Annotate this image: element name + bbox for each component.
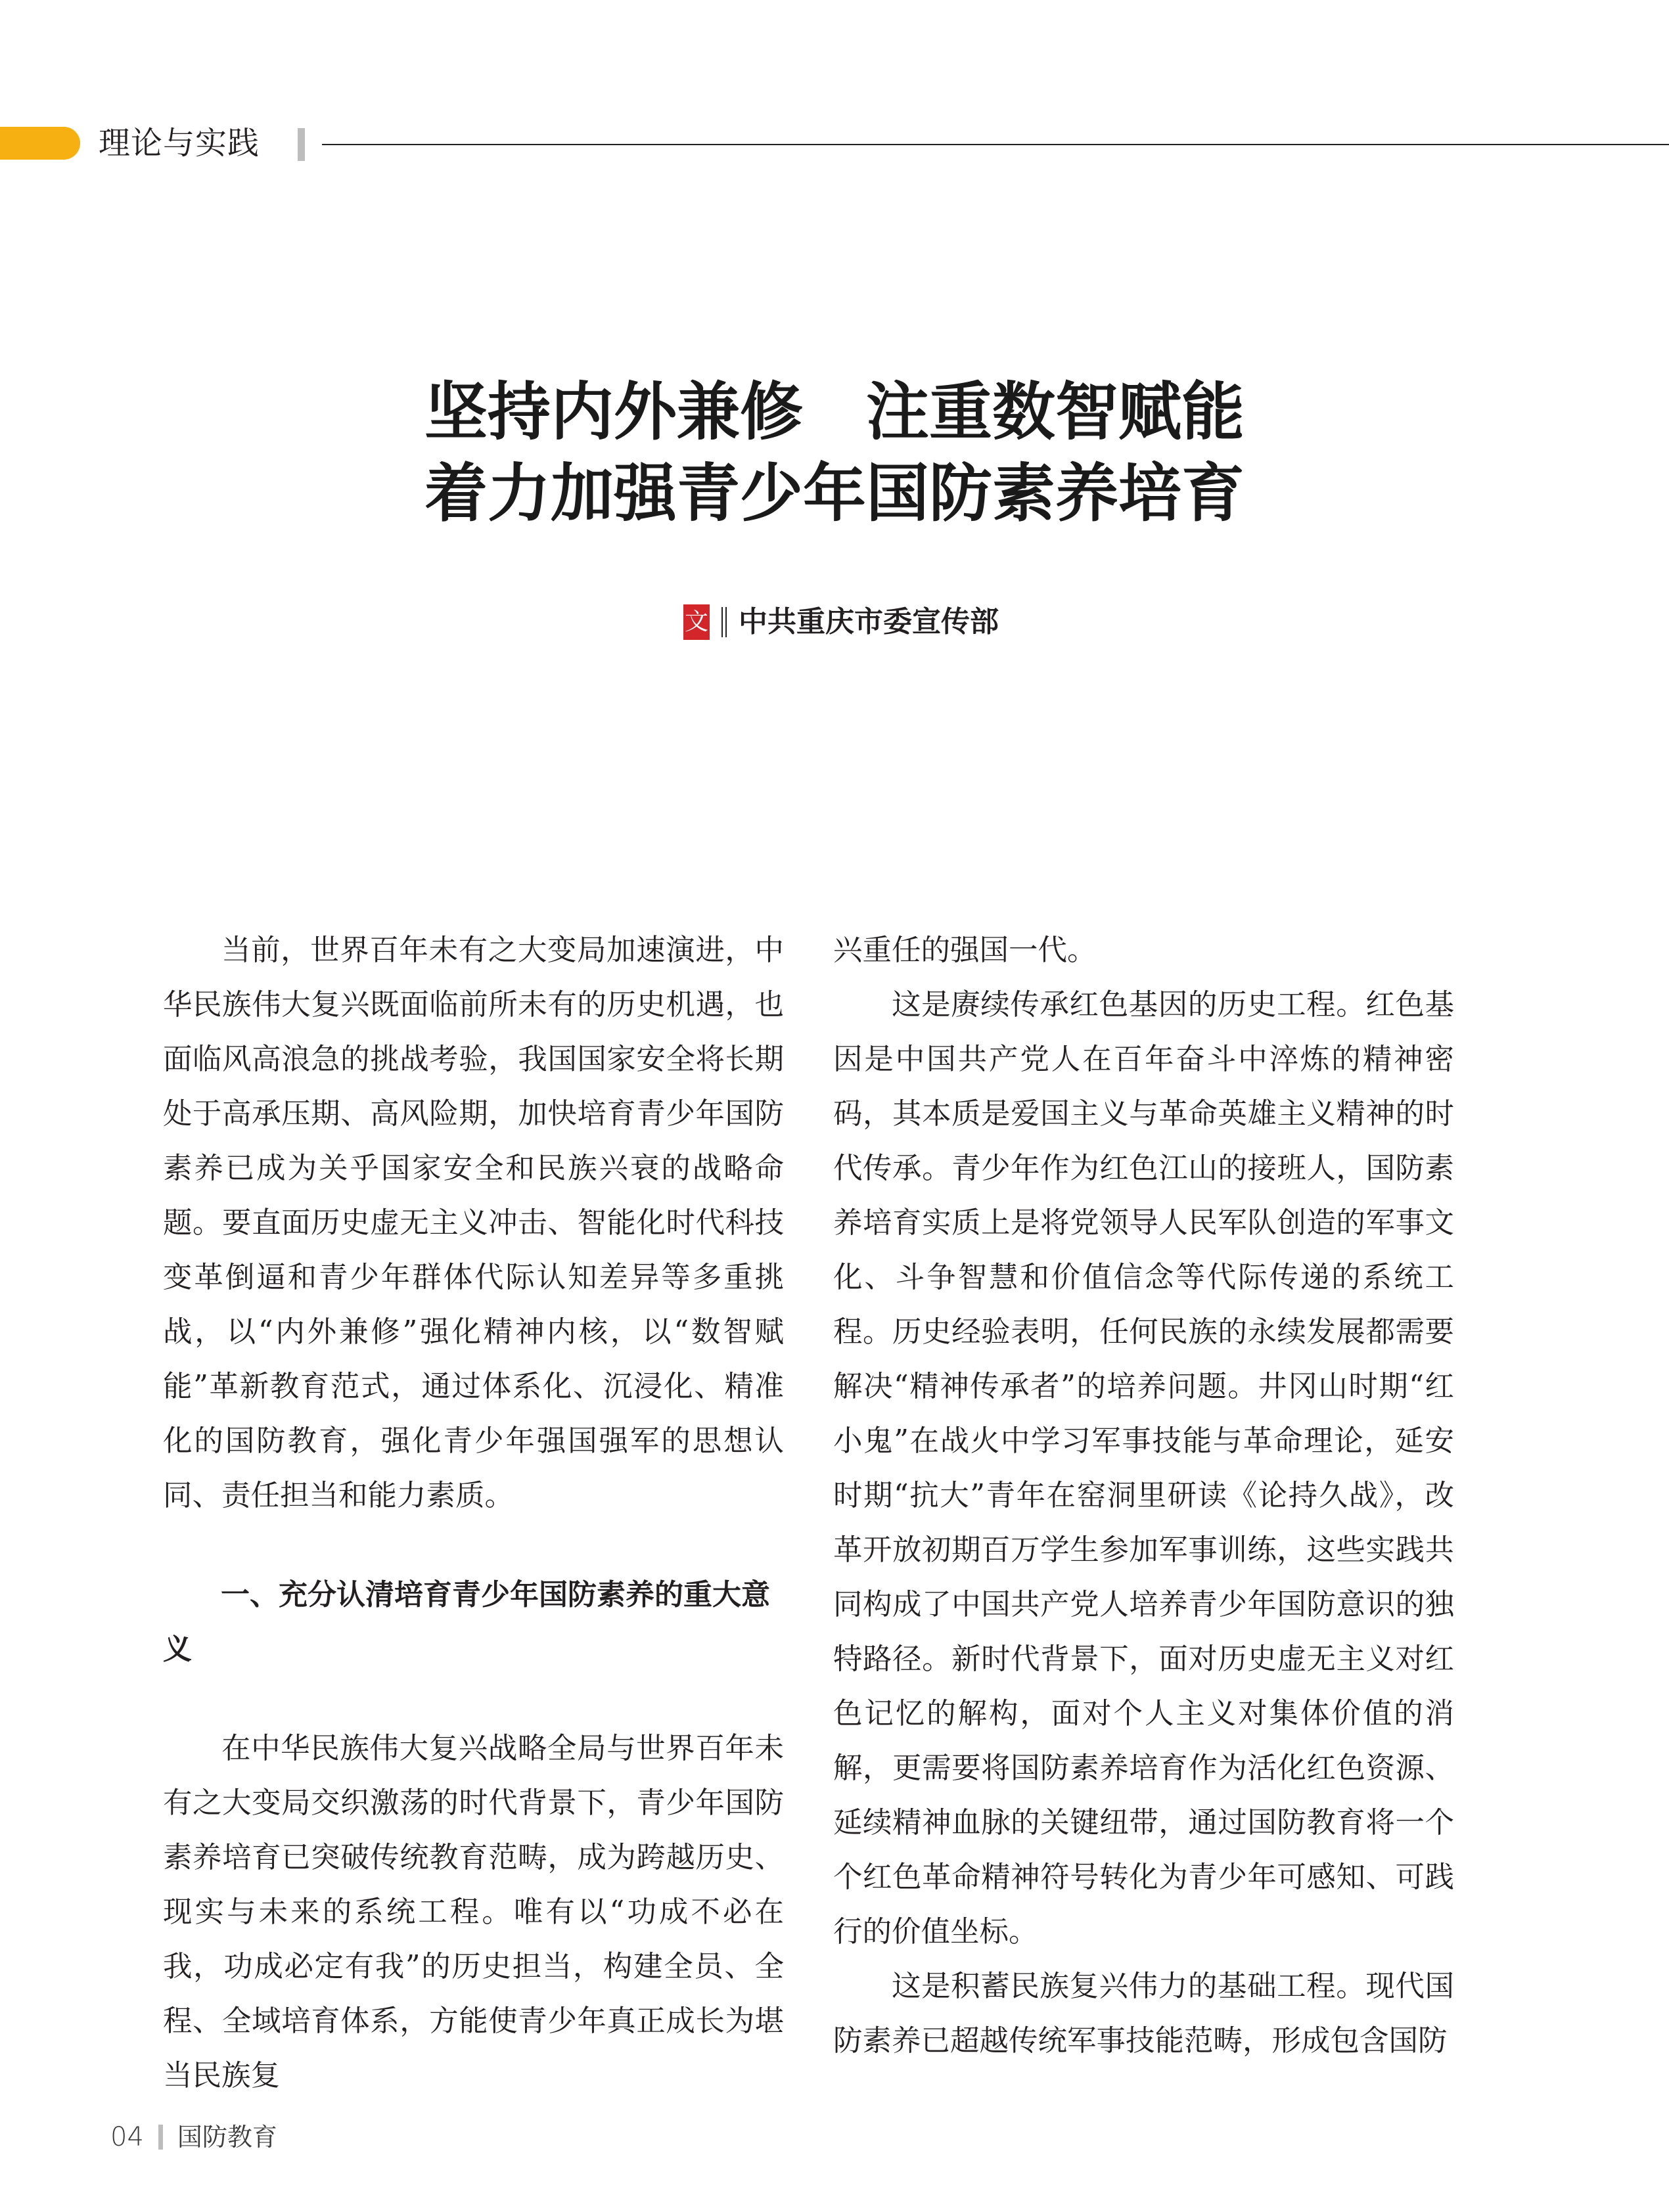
title-line-1: 坚持内外兼修 注重数智赋能 [424,375,1245,449]
section-label: 理论与实践 [99,125,260,162]
section-heading: 一、充分认清培育青少年国防素养的重大意义 [163,1578,770,1666]
title-line-2: 着力加强青少年国防素养培育 [424,457,1245,530]
right-column [833,923,1454,2068]
footer-divider-bar [158,2125,163,2150]
left-column [163,923,784,2103]
article-title [0,371,1669,534]
byline-divider [721,607,727,637]
header-divider-bar [298,128,305,161]
section-accent-pill [0,127,80,160]
header-rule [322,144,1669,145]
byline [0,604,1669,640]
author-badge: 文 [683,604,710,640]
page-footer [110,2121,277,2154]
foundation-paragraph: 这是积蓄民族复兴伟力的基础工程。现代国防素养已超越传统军事技能范畴，形成包含国防 [833,1970,1454,2058]
section-paragraph: 在中华民族伟大复兴战略全局与世界百年未有之大变局交织激荡的时代背景下，青少年国防素养培育已突破传统教育范畴，成为跨越历史、现实与未来的系统工程。唯有以“功成不必在我，功成必定有我”的历史担当，构建全员、全程、全域培育体系，方能使青少年真正成长为堪当民族复 [163,1732,784,2092]
red-gene-paragraph: 这是赓续传承红色基因的历史工程。红色基因是中国共产党人在百年奋斗中淬炼的精神密码，其本质是爱国主义与革命英雄主义精神的时代传承。青少年作为红色江山的接班人，国防素养培育实质上是将党领导人民军队创造的军事文化、斗争智慧和价值信念等代际传递的系统工程。历史经验表明，任何民族的永续发展都需要解决“精神传承者”的培养问题。井冈山时期“红小鬼”在战火中学习军事技能与革命理论，延安时期“抗大”青年在窑洞里研读《论持久战》，改革开放初期百万学生参加军事训练，这些实践共同构成了中国共产党人培养青少年国防意识的独特路径。新时代背景下，面对历史虚无主义对红色记忆的解构，面对个人主义对集体价值的消解，更需要将国防素养培育作为活化红色资源、延续精神血脉的关键纽带，通过国防教育将一个个红色革命精神符号转化为青少年可感知、可践行的价值坐标。 [833,988,1454,1949]
author-name: 中共重庆市委宣传部 [739,605,999,639]
publication-name: 国防教育 [177,2123,277,2152]
page-number: 04 [110,2122,144,2152]
continuation-paragraph: 兴重任的强国一代。 [833,934,1097,967]
intro-paragraph: 当前，世界百年未有之大变局加速演进，中华民族伟大复兴既面临前所未有的历史机遇，也面临风高浪急的挑战考验，我国国家安全将长期处于高承压期、高风险期，加快培育青少年国防素养已成为关乎国家安全和民族兴衰的战略命题。要直面历史虚无主义冲击、智能化时代科技变革倒逼和青少年群体代际认知差异等多重挑战，以“内外兼修”强化精神内核，以“数智赋能”革新教育范式，通过体系化、沉浸化、精准化的国防教育，强化青少年强国强军的思想认同、责任担当和能力素质。 [163,934,784,1512]
